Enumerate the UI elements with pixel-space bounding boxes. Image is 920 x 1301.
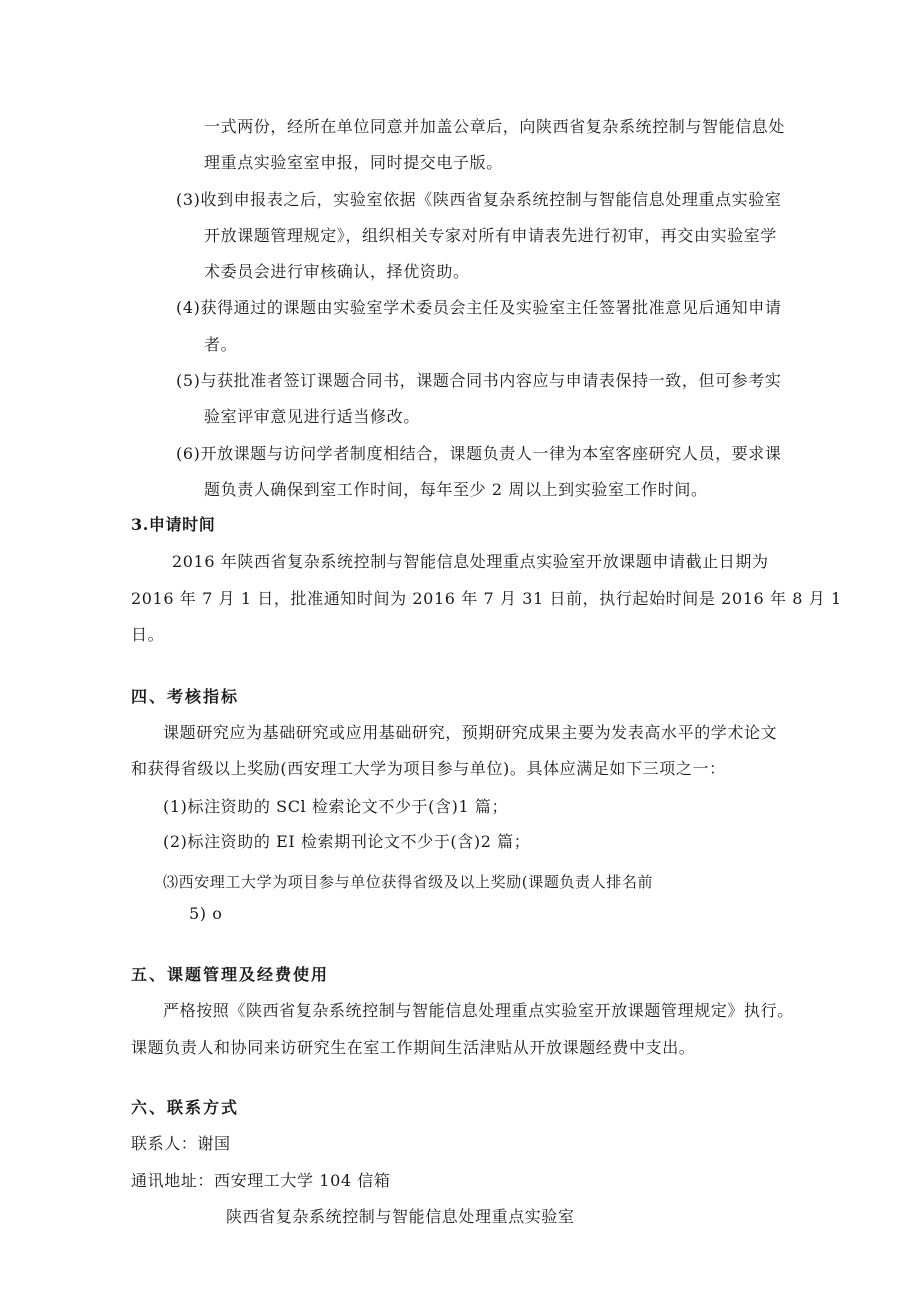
apply-time-line1: 2016 年陕西省复杂系统控制与智能信息处理重点实验室开放课题申请截止日期为 — [172, 552, 769, 571]
section4-item2: (2)标注资助的 EI 检索期刊论文不少于(含)2 篇； — [163, 832, 531, 851]
mailing-address: 通讯地址：西安理工大学 104 信箱 — [131, 1171, 391, 1190]
item4-line1: (4)获得通过的课题由实验室学术委员会主任及实验室主任签署批准意见后通知申请 — [176, 298, 782, 317]
item3-line3: 术委员会进行审核确认，择优资助。 — [204, 262, 470, 281]
section6-heading: 六、联系方式 — [131, 1098, 240, 1117]
section5-paragraph-line1: 严格按照《陕西省复杂系统控制与智能信息处理重点实验室开放课题管理规定》执行。 — [163, 1001, 794, 1020]
section5-heading: 五、课题管理及经费使用 — [131, 965, 330, 984]
apply-time-line3: 日。 — [131, 625, 165, 644]
section5-paragraph-line2: 课题负责人和协同来访研究生在室工作期间生活津贴从开放课题经费中支出。 — [131, 1038, 696, 1057]
item5-line2: 验室评审意见进行适当修改。 — [204, 407, 420, 426]
item6-line2: 题负责人确保到室工作时间，每年至少 2 周以上到实验室工作时间。 — [204, 480, 708, 499]
apply-time-heading: 3.申请时间 — [131, 515, 216, 534]
item3-line1: (3)收到申报表之后，实验室依据《陕西省复杂系统控制与智能信息处理重点实验室 — [176, 190, 782, 209]
item2-continuation-line2: 理重点实验室室申报，同时提交电子版。 — [204, 153, 503, 172]
item3-line2: 开放课题管理规定》，组织相关专家对所有申请表先进行初审，再交由实验室学 — [204, 226, 778, 245]
section4-paragraph-line1: 课题研究应为基础研究或应用基础研究，预期研究成果主要为发表高水平的学术论文 — [163, 723, 778, 742]
section4-item1: (1)标注资助的 SCl 检索论文不少于(含)1 篇； — [163, 797, 509, 816]
section4-heading: 四、考核指标 — [131, 687, 240, 706]
item4-line2: 者。 — [204, 335, 238, 354]
section4-item3-continuation: 5) o — [189, 904, 223, 923]
lab-name: 陕西省复杂系统控制与智能信息处理重点实验室 — [226, 1207, 575, 1226]
contact-person: 联系人：谢国 — [131, 1134, 231, 1153]
item5-line1: (5)与获批准者签订课题合同书，课题合同书内容应与申请表保持一致，但可参考实 — [176, 371, 782, 390]
section4-paragraph-line2: 和获得省级以上奖励(西安理工大学为项目参与单位)。具体应满足如下三项之一： — [131, 759, 726, 778]
item2-continuation-line1: 一式两份，经所在单位同意并加盖公章后，向陕西省复杂系统控制与智能信息处 — [204, 117, 786, 136]
section4-item3: ⑶西安理工大学为项目参与单位获得省级及以上奖励(课题负责人排名前 — [163, 873, 654, 891]
item6-line1: (6)开放课题与访问学者制度相结合，课题负责人一律为本室客座研究人员，要求课 — [176, 444, 782, 463]
apply-time-line2: 2016 年 7 月 1 日，批准通知时间为 2016 年 7 月 31 日前，执行起始时间是 2016 年 8 月 1 — [131, 589, 842, 608]
